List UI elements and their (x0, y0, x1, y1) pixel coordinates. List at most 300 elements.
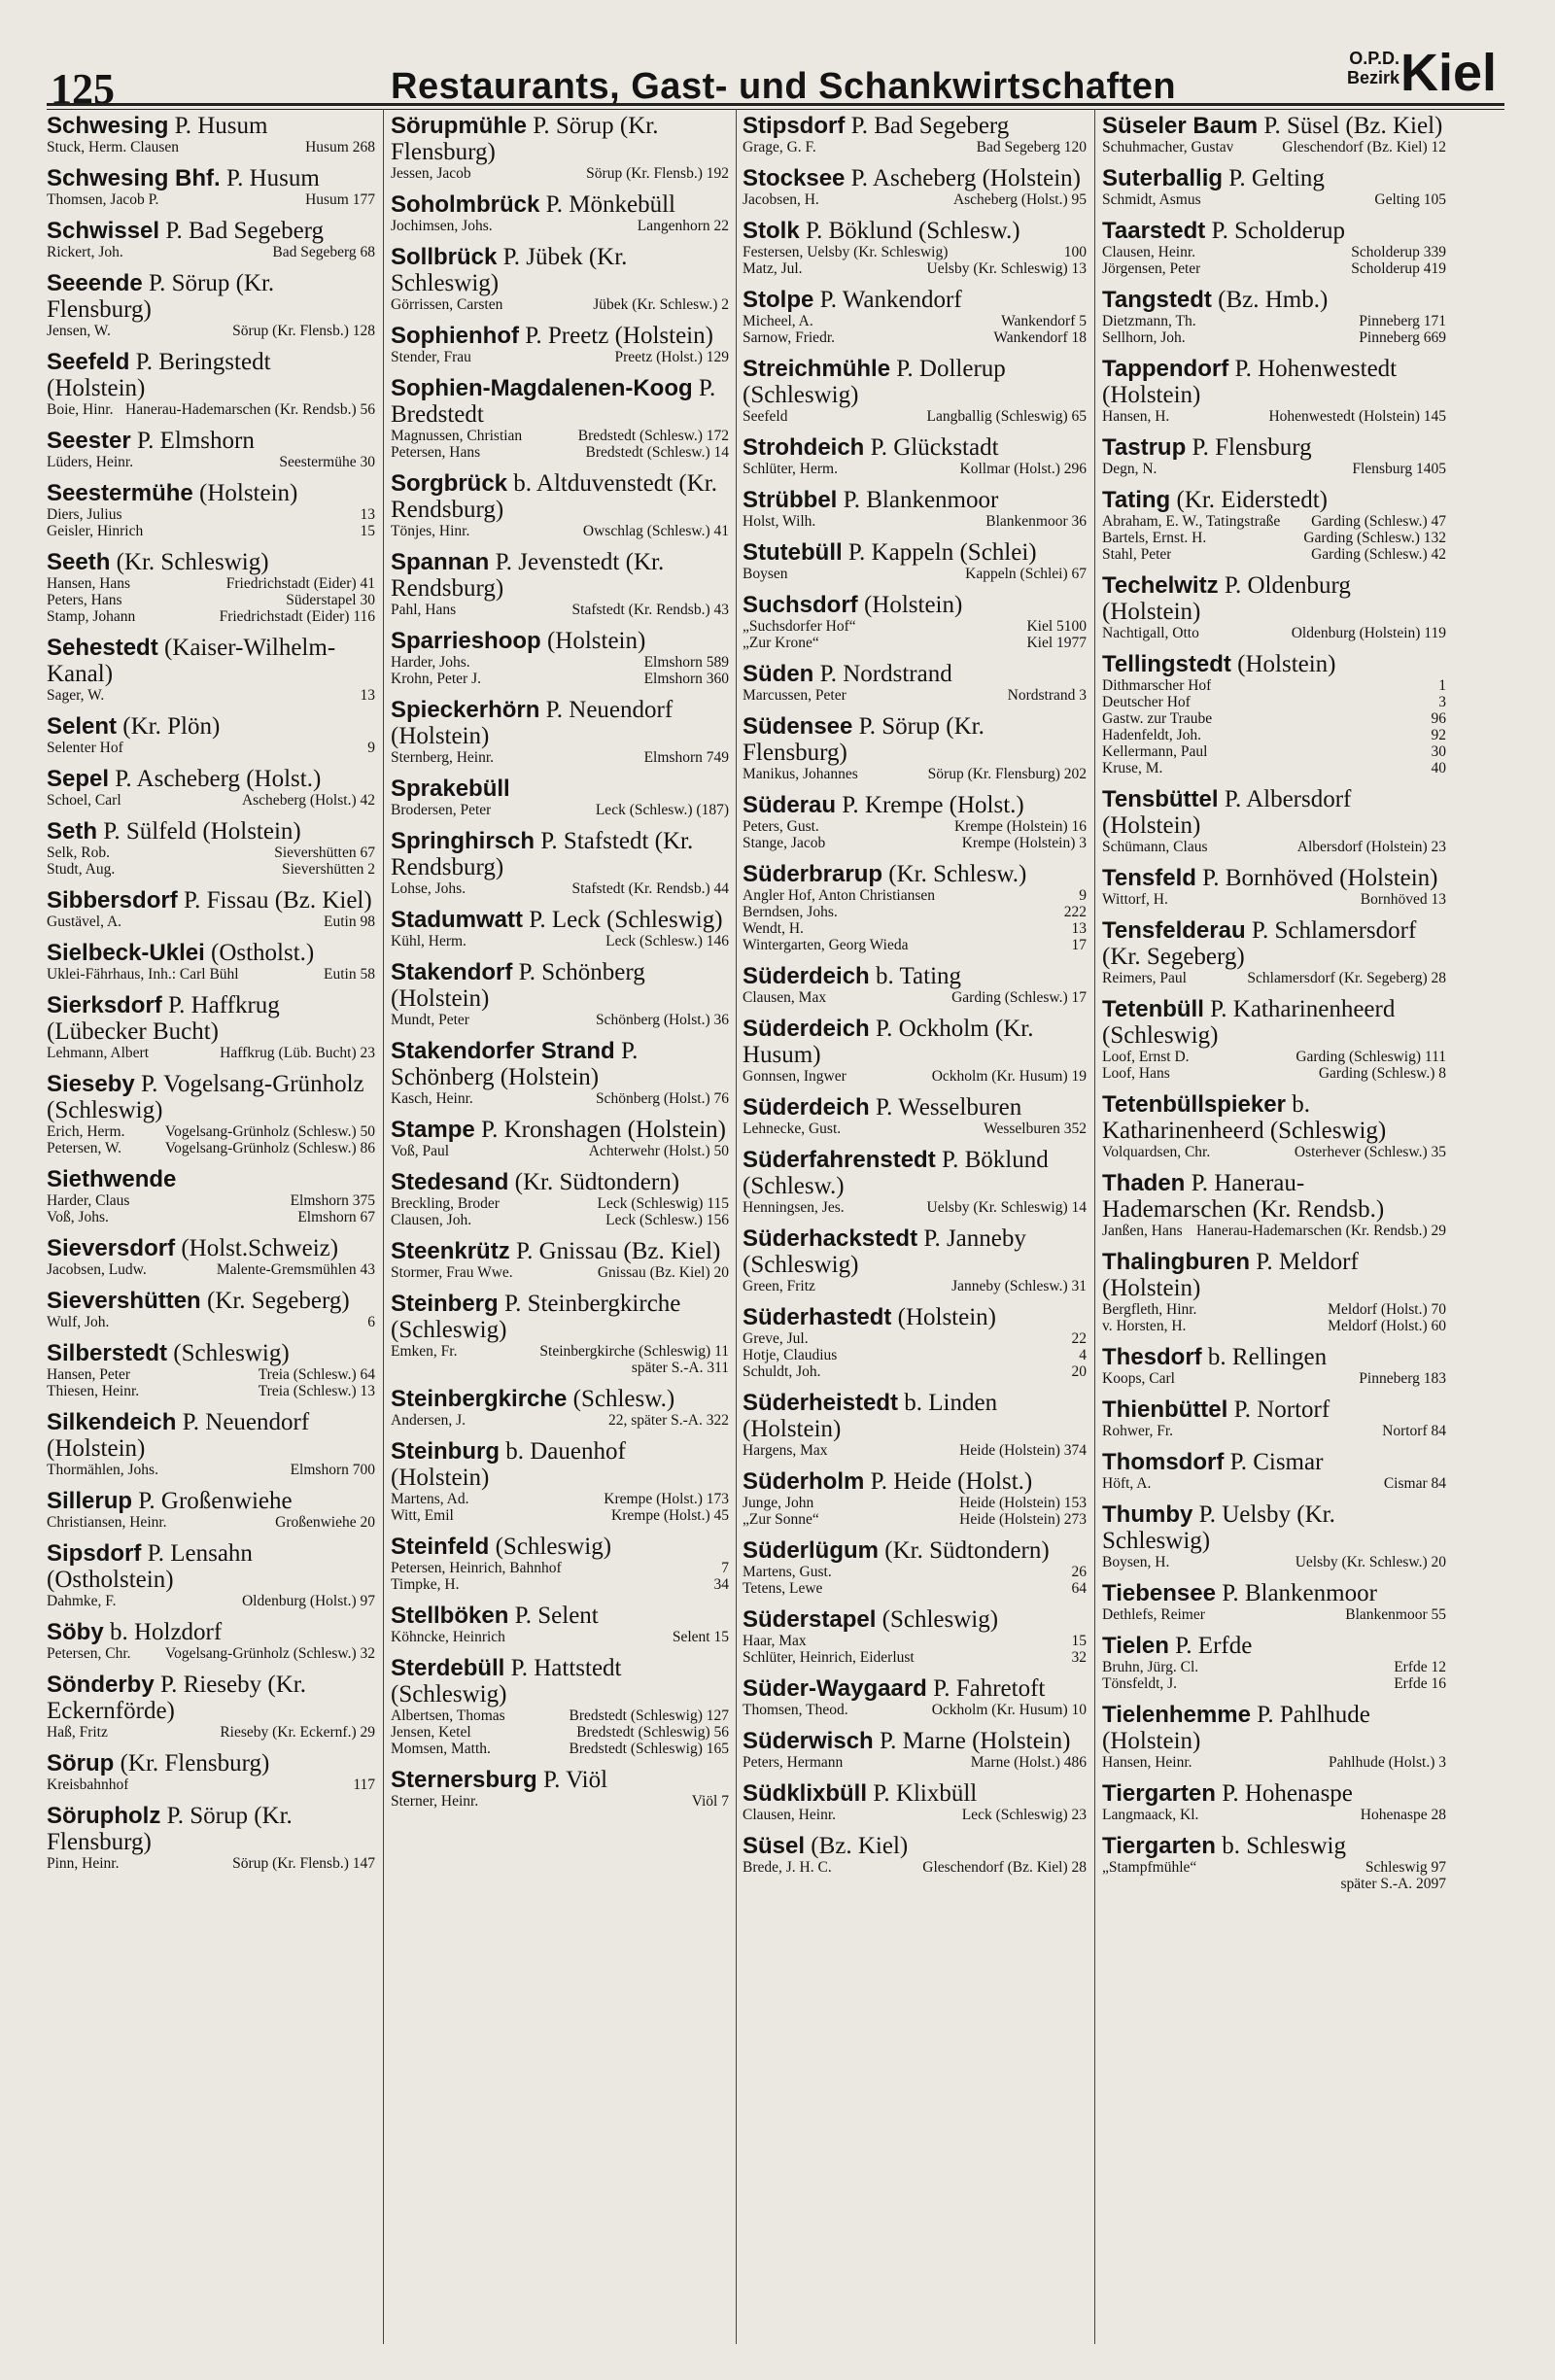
place-postal-info: P. Schönberg (Holstein) (391, 1038, 639, 1090)
listing-row (1102, 625, 1446, 641)
proprietor-name: Martens, Gust. (743, 1564, 832, 1580)
entry-heading (1102, 996, 1446, 1049)
telephone-location: 9 (367, 740, 375, 756)
proprietor-name: Wintergarten, Georg Wieda (743, 937, 909, 953)
listing-row (743, 1807, 1087, 1823)
directory-entry (1102, 917, 1446, 986)
listing-row (1102, 513, 1446, 530)
telephone-location: Friedrichstadt (Eider) 41 (225, 575, 375, 592)
telephone-location: Preetz (Holst.) 129 (614, 349, 729, 365)
entry-heading (743, 1780, 1087, 1807)
proprietor-name: Henningsen, Jes. (743, 1199, 845, 1216)
entry-heading (47, 480, 375, 506)
place-name: Suterballig (1102, 165, 1224, 191)
place-name: Tensbüttel (1102, 786, 1219, 812)
telephone-location: Hohenaspe 28 (1360, 1807, 1446, 1823)
proprietor-name: Deutscher Hof (1102, 694, 1191, 710)
directory-entry (391, 776, 729, 818)
directory-entry (47, 887, 375, 930)
place-name: Taarstedt (1102, 218, 1206, 244)
listing-row (47, 506, 375, 523)
listing-row (391, 1264, 729, 1281)
telephone-location: Eutin 58 (324, 966, 375, 983)
proprietor-name: Schlüter, Heinrich, Eiderlust (743, 1649, 915, 1666)
place-postal-info: P. Krempe (Holst.) (836, 792, 1024, 818)
proprietor-name: Peters, Gust. (743, 818, 819, 835)
telephone-location: Pahlhude (Holst.) 3 (1329, 1754, 1446, 1771)
entry-heading (47, 1071, 375, 1123)
proprietor-name: Junge, John (743, 1495, 814, 1511)
proprietor-name: Voß, Paul (391, 1143, 450, 1159)
place-name: Stampe (391, 1117, 475, 1143)
telephone-location: Großenwiehe 20 (275, 1514, 375, 1531)
listing-row (1102, 1049, 1446, 1065)
telephone-location: Hanerau-Hademarschen (Kr. Rendsb.) 29 (1196, 1223, 1446, 1239)
listing-row (391, 296, 729, 313)
place-postal-info: P. Klixbüll (867, 1780, 978, 1807)
directory-entry (47, 549, 375, 625)
proprietor-name: Lüders, Heinr. (47, 454, 134, 470)
proprietor-name: Petersen, W. (47, 1140, 122, 1156)
proprietor-name: Green, Fritz (743, 1278, 815, 1294)
listing-row (1102, 743, 1446, 760)
telephone-location: Meldorf (Holst.) 70 (1328, 1301, 1446, 1318)
place-postal-info: (Holstein) (891, 1304, 996, 1330)
telephone-location: Pinneberg 183 (1359, 1370, 1446, 1387)
proprietor-name: Tetens, Lewe (743, 1580, 823, 1597)
entry-heading (1102, 917, 1446, 970)
telephone-location: Blankenmoor 55 (1345, 1606, 1446, 1623)
telephone-location: 15 (1071, 1633, 1087, 1649)
proprietor-name: Clausen, Heinr. (1102, 244, 1195, 260)
place-name: Schwesing Bhf. (47, 165, 221, 191)
proprietor-name: Uklei-Fährhaus, Inh.: Carl Bühl (47, 966, 239, 983)
telephone-location: 22, später S.-A. 322 (608, 1412, 729, 1429)
telephone-location: Kiel 1977 (1026, 635, 1087, 651)
proprietor-name: v. Horsten, H. (1102, 1318, 1187, 1334)
telephone-location: Kappeln (Schlei) 67 (965, 566, 1087, 582)
proprietor-name: Wulf, Joh. (47, 1314, 110, 1330)
place-postal-info: P. Bornhöved (Holstein) (1195, 865, 1438, 891)
entry-heading (1102, 356, 1446, 408)
directory-entry (47, 165, 375, 208)
proprietor-name: Loof, Hans (1102, 1065, 1170, 1082)
directory-entry (1102, 996, 1446, 1082)
directory-entry (47, 480, 375, 539)
telephone-location: Garding (Schlesw.) 17 (951, 989, 1087, 1006)
directory-entry (391, 323, 729, 365)
place-name: Thaden (1102, 1170, 1186, 1196)
place-name: Sörupholz (47, 1803, 161, 1829)
directory-entry (1102, 786, 1446, 855)
place-name: Stakendorfer Strand (391, 1038, 615, 1064)
place-postal-info: P. Kronshagen (Holstein) (474, 1117, 727, 1143)
place-postal-info: P. Nortorf (1227, 1397, 1330, 1423)
directory-entry (743, 661, 1087, 704)
place-postal-info: P. Sülfeld (Holstein) (97, 818, 301, 845)
listing-row (47, 1366, 375, 1383)
place-name: Springhirsch (391, 828, 536, 854)
entry-heading (743, 713, 1087, 766)
proprietor-name: Martens, Ad. (391, 1491, 469, 1507)
telephone-location: Vogelsang-Grünholz (Schlesw.) 50 (164, 1123, 375, 1140)
entry-heading (391, 1238, 729, 1264)
listing-row (1102, 260, 1446, 277)
listing-row (743, 766, 1087, 782)
place-name: Süderhastedt (743, 1304, 892, 1330)
place-postal-info: (Kaiser-Wilhelm-Kanal) (47, 635, 336, 687)
listing-row (47, 523, 375, 539)
place-postal-info: P. Albersdorf (Holstein) (1102, 786, 1352, 839)
telephone-location: Owschlag (Schlesw.) 41 (582, 523, 729, 539)
listing-row (391, 1212, 729, 1228)
place-postal-info: b. Tating (869, 963, 962, 989)
listing-row (1102, 530, 1446, 546)
listing-row (47, 244, 375, 260)
entry-heading (1102, 1397, 1446, 1423)
place-name: Sophienhof (391, 323, 519, 349)
telephone-location: Gleschendorf (Bz. Kiel) 28 (922, 1859, 1087, 1876)
listing-row (47, 1645, 375, 1662)
entry-heading (743, 218, 1087, 244)
place-postal-info: P. Janneby (Schleswig) (743, 1225, 1026, 1278)
entry-heading (743, 1390, 1087, 1442)
place-name: Sophien-Magdalenen-Koog (391, 375, 693, 401)
place-postal-info: P. Rieseby (Kr. Eckernförde) (47, 1672, 306, 1724)
place-name: Schwissel (47, 218, 160, 244)
listing-row (743, 618, 1087, 635)
place-name: Sorgbrück (391, 470, 508, 497)
telephone-location: 64 (1071, 1580, 1087, 1597)
place-name: Thienbüttel (1102, 1397, 1228, 1423)
place-name: Sielbeck-Uklei (47, 940, 205, 966)
telephone-location: Stafstedt (Kr. Rendsb.) 44 (571, 880, 729, 897)
telephone-location: 34 (713, 1576, 729, 1593)
proprietor-name: Voß, Johs. (47, 1209, 109, 1225)
directory-entry (391, 1291, 729, 1376)
proprietor-name: „Zur Sonne“ (743, 1511, 819, 1528)
entry-heading (47, 1288, 375, 1314)
directory-entry (391, 244, 729, 313)
listing-row (743, 1278, 1087, 1294)
place-name: Stolpe (743, 287, 814, 313)
entry-heading (391, 907, 729, 933)
place-postal-info: (Holstein) (192, 480, 298, 506)
listing-row (743, 329, 1087, 346)
entry-heading (1102, 1780, 1446, 1807)
telephone-location: Ascheberg (Holst.) 95 (952, 191, 1087, 208)
listing-row (1102, 329, 1446, 346)
proprietor-name: Bergfleth, Hinr. (1102, 1301, 1197, 1318)
directory-entry (1102, 865, 1446, 908)
directory-entry (1102, 434, 1446, 477)
entry-heading (743, 592, 1087, 618)
place-postal-info: P. Viöl (536, 1767, 608, 1793)
directory-entry (743, 1016, 1087, 1085)
telephone-location: Seestermühe 30 (279, 454, 375, 470)
listing-row (47, 1140, 375, 1156)
entry-heading (391, 1767, 729, 1793)
entry-heading (743, 113, 1087, 139)
entry-heading (47, 992, 375, 1045)
place-name: Seeende (47, 270, 143, 296)
place-name: Süderwisch (743, 1728, 874, 1754)
listing-row (391, 802, 729, 818)
proprietor-name: Dahmke, F. (47, 1593, 117, 1609)
listing-row (1102, 1301, 1446, 1318)
listing-row (743, 1330, 1087, 1347)
place-name: Süderheistedt (743, 1390, 899, 1416)
listing-row (47, 575, 375, 592)
place-postal-info: P. Ascheberg (Holst.) (109, 766, 322, 792)
telephone-location: Bredstedt (Schlesw.) 14 (585, 444, 729, 461)
place-postal-info: (Schleswig) (167, 1340, 290, 1366)
listing-row (47, 845, 375, 861)
directory-entry (391, 1534, 729, 1593)
listing-row (47, 401, 375, 418)
entry-heading (391, 628, 729, 654)
directory-entry (1102, 1833, 1446, 1892)
entry-heading (47, 1619, 375, 1645)
place-name: Süder-Waygaard (743, 1675, 927, 1702)
proprietor-name: Loof, Ernst D. (1102, 1049, 1190, 1065)
place-postal-info: b. Holzdorf (103, 1619, 223, 1645)
entry-heading (391, 244, 729, 296)
proprietor-name: Wendt, H. (743, 920, 804, 937)
listing-row (743, 937, 1087, 953)
place-postal-info: (Schlesw.) (567, 1386, 675, 1412)
place-name: Silkendeich (47, 1409, 177, 1435)
telephone-location: Bredstedt (Schlesw.) 172 (577, 428, 729, 444)
place-postal-info: P. Glückstadt (864, 434, 999, 461)
proprietor-name: Tönjes, Hinr. (391, 523, 470, 539)
proprietor-name: Emken, Fr. (391, 1343, 458, 1360)
telephone-location: Elmshorn 67 (297, 1209, 375, 1225)
telephone-location: 30 (1431, 743, 1446, 760)
telephone-location: 6 (367, 1314, 375, 1330)
proprietor-name: Kruse, M. (1102, 760, 1163, 776)
listing-row (47, 1776, 375, 1793)
place-name: Tiergarten (1102, 1833, 1216, 1859)
directory-entry (47, 218, 375, 260)
proprietor-name: „Zur Krone“ (743, 635, 819, 651)
directory-entry (1102, 218, 1446, 277)
telephone-location: Osterhever (Schlesw.) 35 (1294, 1144, 1446, 1160)
directory-entry (1102, 165, 1446, 208)
place-postal-info: P. Pahlhude (Holstein) (1102, 1702, 1370, 1754)
listing-row (391, 1360, 729, 1376)
column-3 (743, 113, 1087, 2358)
place-name: Süsel (743, 1833, 806, 1859)
proprietor-name: Sterner, Heinr. (391, 1793, 479, 1810)
telephone-location: Vogelsang-Grünholz (Schlesw.) 32 (164, 1645, 375, 1662)
directory-entry (743, 1304, 1087, 1380)
proprietor-name: Wittorf, H. (1102, 891, 1168, 908)
directory-entry (743, 1390, 1087, 1459)
directory-entry (1102, 1580, 1446, 1623)
place-postal-info: P. Mönkebüll (539, 191, 675, 218)
telephone-location: Heide (Holstein) 273 (959, 1511, 1087, 1528)
place-name: Stellböken (391, 1603, 509, 1629)
entry-heading (1102, 287, 1446, 313)
telephone-location: Elmshorn 749 (643, 749, 729, 766)
proprietor-name: Kreisbahnhof (47, 1776, 129, 1793)
proprietor-name: Höft, A. (1102, 1475, 1152, 1492)
listing-row (1102, 1318, 1446, 1334)
listing-row (743, 1363, 1087, 1380)
directory-entry (743, 287, 1087, 346)
telephone-location: Langballig (Schleswig) 65 (926, 408, 1087, 425)
telephone-location: Husum 177 (305, 191, 375, 208)
listing-row (1102, 970, 1446, 986)
listing-row (1102, 677, 1446, 694)
entry-heading (391, 113, 729, 165)
proprietor-name: Dethlefs, Reimer (1102, 1606, 1205, 1623)
proprietor-name: „Suchsdorfer Hof“ (743, 618, 856, 635)
listing-row (1102, 1423, 1446, 1439)
listing-row (743, 513, 1087, 530)
listing-row (47, 1462, 375, 1478)
listing-row (743, 1564, 1087, 1580)
listing-row (391, 1412, 729, 1429)
place-postal-info: P. Beringstedt (Holstein) (47, 349, 271, 401)
place-postal-info: (Holstein) (1230, 651, 1336, 677)
telephone-location: Sörup (Kr. Flensburg) 202 (927, 766, 1087, 782)
listing-row (743, 835, 1087, 851)
place-name: Seestermühe (47, 480, 193, 506)
proprietor-name: Bruhn, Jürg. Cl. (1102, 1659, 1199, 1675)
directory-entry (1102, 1091, 1446, 1160)
telephone-location: Sörup (Kr. Flensb.) 192 (586, 165, 729, 182)
proprietor-name: Stuck, Herm. Clausen (47, 139, 180, 155)
proprietor-name: Festersen, Uelsby (Kr. Schleswig) (743, 244, 949, 260)
place-postal-info: P. Großenwiehe (132, 1488, 293, 1514)
telephone-location: Achterwehr (Holst.) 50 (588, 1143, 729, 1159)
place-postal-info: P. Wankendorf (813, 287, 962, 313)
proprietor-name: Lehnecke, Gust. (743, 1121, 842, 1137)
proprietor-name: Schümann, Claus (1102, 839, 1208, 855)
directory-entry (391, 1386, 729, 1429)
place-name: Tastrup (1102, 434, 1187, 461)
directory-entry (47, 818, 375, 878)
place-name: Strohdeich (743, 434, 865, 461)
proprietor-name: Schuldt, Joh. (743, 1363, 821, 1380)
proprietor-name: Hansen, H. (1102, 408, 1170, 425)
proprietor-name: Timpke, H. (391, 1576, 460, 1593)
proprietor-name: Berndsen, Johs. (743, 904, 838, 920)
place-name: Südensee (743, 713, 853, 740)
bezirk-label: Bezirk (1346, 68, 1400, 87)
page-title: Restaurants, Gast- und Schankwirtschaften (391, 66, 1177, 107)
place-name: Thumby (1102, 1501, 1193, 1528)
place-name: Sieseby (47, 1071, 135, 1097)
place-name: Süderhackstedt (743, 1225, 918, 1252)
proprietor-name: Kellermann, Paul (1102, 743, 1208, 760)
proprietor-name: Lohse, Johs. (391, 880, 466, 897)
directory-entry (391, 1438, 729, 1524)
place-name: Sierksdorf (47, 992, 162, 1018)
column-divider (1094, 109, 1095, 2344)
listing-row (391, 1491, 729, 1507)
entry-heading (1102, 1833, 1446, 1859)
place-postal-info: P. Stafstedt (Kr. Rendsburg) (391, 828, 694, 880)
listing-row (1102, 1065, 1446, 1082)
entry-heading (1102, 1501, 1446, 1554)
telephone-location: Oldenburg (Holst.) 97 (241, 1593, 375, 1609)
telephone-location: Schlamersdorf (Kr. Segeberg) 28 (1247, 970, 1446, 986)
entry-heading (47, 1540, 375, 1593)
entry-heading (47, 887, 375, 914)
place-name: Sörupmühle (391, 113, 528, 139)
telephone-location: Albersdorf (Holstein) 23 (1296, 839, 1446, 855)
directory-entry (391, 1655, 729, 1757)
telephone-location: Uelsby (Kr. Schleswig) 14 (926, 1199, 1087, 1216)
proprietor-name: Petersen, Heinrich, Bahnhof (391, 1560, 562, 1576)
directory-entry (47, 635, 375, 704)
opd-label: O.P.D. (1349, 49, 1400, 68)
place-postal-info: P. Wesselburen (869, 1094, 1022, 1121)
proprietor-name: Dietzmann, Th. (1102, 313, 1196, 329)
listing-row (391, 749, 729, 766)
place-postal-info: (Kr. Südtondern) (508, 1169, 680, 1195)
telephone-location: Haffkrug (Lüb. Bucht) 23 (220, 1045, 375, 1061)
listing-row (47, 1724, 375, 1741)
proprietor-name: Sellhorn, Joh. (1102, 329, 1186, 346)
listing-row (391, 880, 729, 897)
listing-row (47, 454, 375, 470)
directory-entry (47, 1488, 375, 1531)
place-name: Tetenbüll (1102, 996, 1204, 1022)
entry-heading (391, 470, 729, 523)
proprietor-name: Gastw. zur Traube (1102, 710, 1213, 727)
directory-entry (391, 628, 729, 687)
directory-entry (743, 1675, 1087, 1718)
listing-row (391, 1507, 729, 1524)
proprietor-name: Köhncke, Heinrich (391, 1629, 505, 1645)
telephone-location: Sievershütten 2 (282, 861, 375, 878)
directory-entry (743, 539, 1087, 582)
listing-row (743, 887, 1087, 904)
proprietor-name: Holst, Wilh. (743, 513, 816, 530)
entry-heading (47, 113, 375, 139)
listing-row (391, 602, 729, 618)
entry-heading (391, 549, 729, 602)
telephone-location: Bredstedt (Schleswig) 165 (569, 1741, 729, 1757)
place-postal-info: P. Uelsby (Kr. Schleswig) (1102, 1501, 1335, 1554)
proprietor-name: Witt, Emil (391, 1507, 454, 1524)
listing-row (1102, 244, 1446, 260)
proprietor-name: Rickert, Joh. (47, 244, 123, 260)
telephone-location: 13 (360, 687, 375, 704)
directory-entry (1102, 1449, 1446, 1492)
entry-heading (743, 1728, 1087, 1754)
telephone-location: 96 (1431, 710, 1446, 727)
place-name: Schwesing (47, 113, 169, 139)
place-postal-info: P. Böklund (Schlesw.) (799, 218, 1020, 244)
proprietor-name: Clausen, Heinr. (743, 1807, 836, 1823)
listing-row (47, 139, 375, 155)
listing-row (743, 1511, 1087, 1528)
listing-row (743, 461, 1087, 477)
listing-row (47, 592, 375, 608)
listing-row (47, 1261, 375, 1278)
proprietor-name: Stange, Jacob (743, 835, 826, 851)
directory-entry (47, 766, 375, 809)
directory-entry (47, 428, 375, 470)
place-postal-info: (Holstein) (857, 592, 963, 618)
directory-entry (47, 992, 375, 1061)
entry-heading (1102, 165, 1446, 191)
